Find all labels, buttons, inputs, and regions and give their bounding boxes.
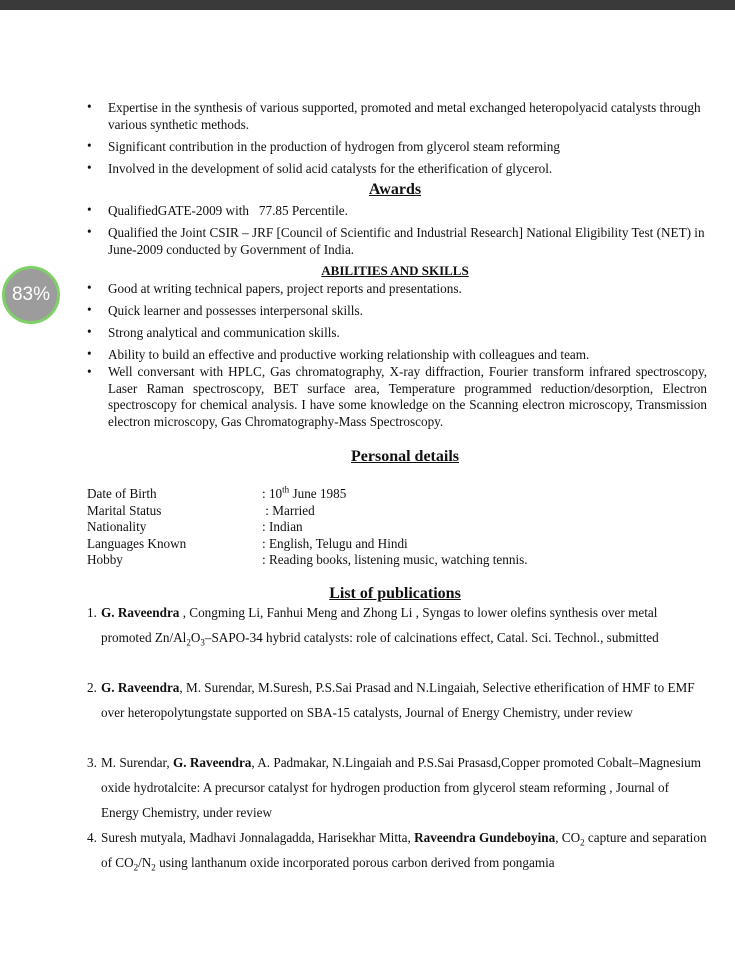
publication-text: Suresh mutyala, Madhavi Jonnalagadda, Harisekhar Mitta, Raveendra Gundeboyina, $CO_2$ capture and separation of $CO_2/N_2$ using lanthanum oxide incorporated porous carbon derived from pongamia	[101, 830, 707, 873]
bullet-icon: •	[87, 99, 92, 114]
publication-number: 4.	[87, 830, 97, 845]
ability-item-5: • Well conversant with HPLC, Gas chromatography, X-ray diffraction, Fourier transform infrared spectroscopy, Laser Raman spectroscopy, BET surface area, Temperature programmed reduction/desorption, Electron spectroscopy for chemical analysis. I have some knowledge on the Scanning electron microscopy, Transmission electron microscopy, Gas Chromatography-Mass Spectroscopy.	[87, 364, 707, 429]
publication-number: 3.	[87, 755, 97, 770]
personal-label: Date of Birth	[87, 486, 157, 501]
personal-value: : Reading books, listening music, watching tennis.	[262, 552, 528, 567]
personal-label: Languages Known	[87, 536, 187, 551]
research-bullet-2: • Significant contribution in the production of hydrogen from glycerol steam reforming	[87, 138, 560, 154]
publication-text: G. Raveendra, M. Surendar, M.Suresh, P.S.Sai Prasad and N.Lingaiah, Selective etherification of HMF to EMF over heteropolytungstate supported on SBA-15 catalysts, Journal of Energy Chemistry, under review	[101, 680, 695, 720]
personal-value: : Indian	[262, 519, 303, 534]
research-bullet-3: • Involved in the development of solid acid catalysts for the etherification of glycerol.	[87, 160, 553, 176]
abilities-heading: ABILITIES AND SKILLS	[321, 263, 469, 278]
personal-label: Nationality	[87, 519, 147, 534]
author-highlight: G. Raveendra	[101, 605, 180, 620]
publication-text: M. Surendar, G. Raveendra, A. Padmakar, N.Lingaiah and P.S.Sai Prasasd,Copper promoted Cobalt–Magnesium oxide hydrotalcite: A precursor catalyst for hydrogen production from glycerol steam reforming , Journal of Energy Chemistry, under review	[101, 755, 702, 820]
ability-item-4: • Ability to build an effective and productive working relationship with colleagues and team.	[87, 346, 590, 362]
award-item-2: • Qualified the Joint CSIR – JRF [Council of Scientific and Industrial Research] National Eligibility Test (NET) in June-2009 conducted by Government of India.	[87, 224, 705, 257]
ability-item-3: • Strong analytical and communication skills.	[87, 324, 340, 340]
author-highlight: G. Raveendra	[173, 755, 252, 770]
award-item-1: • QualifiedGATE-2009 with 77.85 Percentile.	[87, 202, 348, 218]
author-highlight: Raveendra Gundeboyina	[414, 830, 556, 845]
bullet-icon: •	[87, 280, 92, 295]
bullet-icon: •	[87, 224, 92, 239]
publication-text: G. Raveendra , Congming Li, Fanhui Meng and Zhong Li , Syngas to lower olefins synthesis over metal promoted $Zn/Al_2O_3-SAPO-34$ hybrid catalysts: role of calcinations effect, Catal. Sci. Technol., submitted	[101, 605, 659, 648]
personal-label: Hobby	[87, 552, 123, 567]
ability-item-1: • Good at writing technical papers, project reports and presentations.	[87, 280, 462, 296]
publication-number: 1.	[87, 605, 97, 620]
publications-heading: List of publications	[329, 585, 461, 602]
personal-details-heading: Personal details	[351, 448, 459, 465]
publication-number: 2.	[87, 680, 97, 695]
publication-item	[87, 825, 707, 875]
bullet-icon: •	[87, 364, 92, 379]
personal-value: : English, Telugu and Hindi	[262, 536, 408, 551]
bullet-icon: •	[87, 324, 92, 339]
ability-item-2: • Quick learner and possesses interpersonal skills.	[87, 302, 363, 318]
publication-item	[87, 600, 707, 650]
progress-badge: 83%	[2, 266, 60, 324]
bullet-icon: •	[87, 160, 92, 175]
bullet-icon: •	[87, 138, 92, 153]
bullet-icon: •	[87, 346, 92, 361]
bullet-icon: •	[87, 302, 92, 317]
awards-heading: Awards	[368, 181, 422, 198]
author-highlight: G. Raveendra	[101, 680, 180, 695]
personal-value: : Married	[262, 503, 315, 518]
publication-item	[87, 750, 707, 825]
bullet-icon: •	[87, 202, 92, 217]
personal-label: Marital Status	[87, 503, 162, 518]
research-bullet-1: • Expertise in the synthesis of various supported, promoted and metal exchanged heteropolyacid catalysts through various synthetic methods.	[87, 99, 701, 132]
personal-value: : 10th June 1985	[262, 484, 347, 501]
publication-item	[87, 675, 707, 725]
